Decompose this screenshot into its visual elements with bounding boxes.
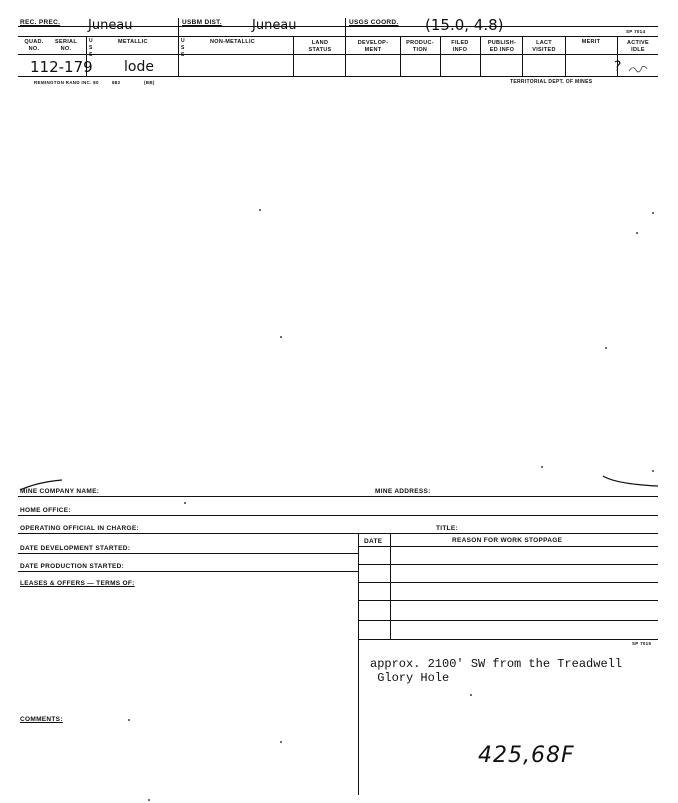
usbm-dist-label: USBM DIST. — [182, 19, 222, 26]
scribble-mark — [628, 60, 648, 70]
torn-edge — [18, 472, 658, 492]
printer-code2: (BB) — [144, 80, 155, 85]
col-development: DEVELOP- MENT — [357, 40, 389, 53]
col-active-idle: ACTIVE IDLE — [627, 40, 649, 53]
reason-col-label: REASON FOR WORK STOPPAGE — [452, 537, 563, 544]
metallic-value: lode — [124, 59, 154, 75]
active-idle-mark: ? — [614, 59, 622, 75]
mine-company-name-label: MINE COMPANY NAME: — [20, 488, 100, 495]
col-serial-no: SERIAL NO. — [55, 39, 77, 52]
rec-prec-label: REC. PREC. — [20, 19, 61, 26]
col-published-info: PUBLISH- ED INFO — [487, 40, 517, 53]
form-code-top: SP 7014 — [626, 29, 646, 34]
leases-offers-label: LEASES & OFFERS — TERMS OF: — [20, 580, 135, 587]
col-production: PRODUC- TION — [406, 40, 434, 53]
col-quad-no: QUAD. NO. — [24, 39, 44, 52]
date-col-label: DATE — [364, 538, 383, 545]
date-development-started-label: DATE DEVELOPMENT STARTED: — [20, 545, 131, 552]
col-filed-info: FILED INFO — [451, 40, 469, 53]
usgs-coord-label: USGS COORD. — [349, 19, 399, 26]
col-last-visited: LACT VISITED — [532, 40, 556, 53]
usgs-coord-value: (15.0, 4.8) — [425, 16, 504, 34]
rec-prec-value: Juneau — [88, 18, 133, 33]
location-note-line1: approx. 2100' SW from the Treadwell — [370, 657, 623, 671]
printer-label: REMINGTON RAND INC. 80 — [34, 80, 99, 85]
operating-official-label: OPERATING OFFICIAL IN CHARGE: — [20, 525, 139, 532]
date-production-started-label: DATE PRODUCTION STARTED: — [20, 563, 125, 570]
mine-address-label: MINE ADDRESS: — [375, 488, 431, 495]
home-office-label: HOME OFFICE: — [20, 507, 71, 514]
title-label: TITLE: — [436, 525, 459, 532]
usbm-dist-value: Juneau — [252, 18, 297, 33]
form-code-bottom: SP 7015 — [632, 641, 652, 646]
col-uss-nonmetallic: U S S — [181, 38, 185, 58]
comments-label: COMMENTS: — [20, 716, 63, 723]
col-non-metallic: NON-METALLIC — [210, 39, 256, 45]
dept-label: TERRITORIAL DEPT. OF MINES — [510, 79, 593, 85]
handwritten-number: 425,68F — [478, 743, 575, 768]
quad-serial-value: 112-179 — [30, 58, 93, 76]
col-land-status: LAND STATUS — [308, 40, 332, 53]
col-uss-metallic: U S S — [89, 38, 93, 58]
col-merit: MERIT — [581, 39, 601, 45]
printer-code: 882 — [112, 80, 121, 85]
location-note-line2: Glory Hole — [370, 671, 450, 685]
col-metallic: METALLIC — [118, 39, 148, 45]
